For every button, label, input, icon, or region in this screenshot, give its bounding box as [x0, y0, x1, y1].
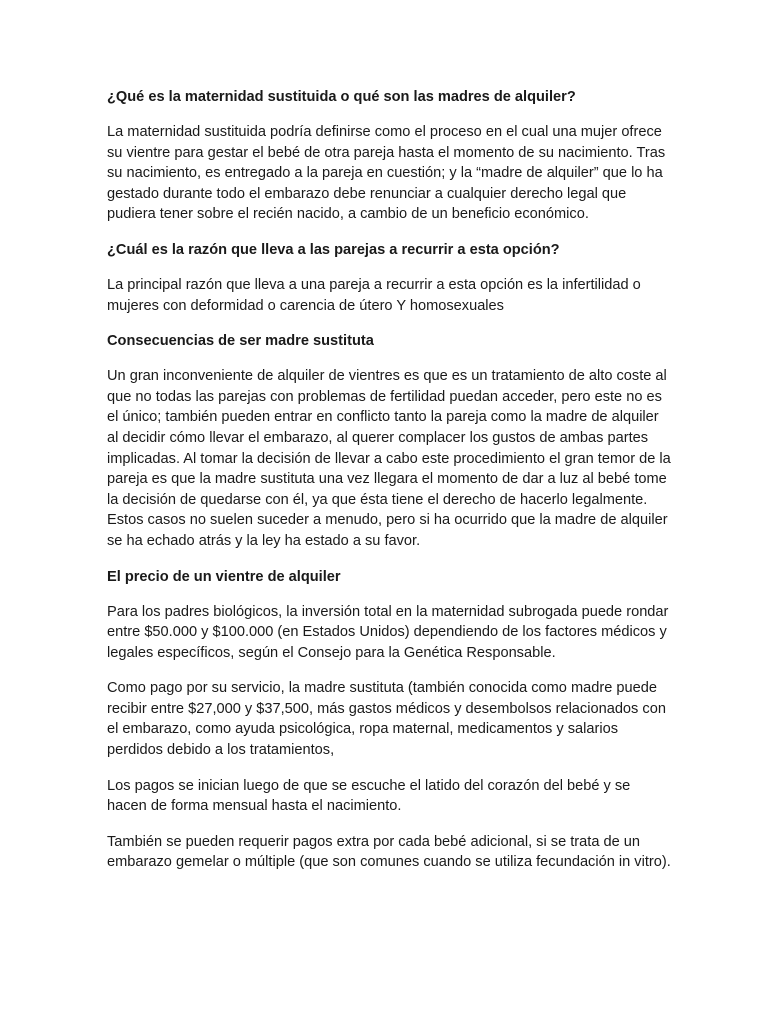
paragraph-reasons: La principal razón que lleva a una pareja a recurrir a esta opción es la infertilidad o mujeres con deformidad o carencia de útero Y homosexuales: [107, 276, 641, 314]
paragraph-price-investment: Para los padres biológicos, la inversión total en la maternidad subrogada puede rondar entre $50.000 y $100.000 (en Estados Unidos) dependiendo de los factores médicos y legales específicos, según el Consejo para la Genética Responsable.: [107, 603, 669, 661]
section-heading-surrogacy-definition: ¿Qué es la maternidad sustituida o qué son las madres de alquiler?: [107, 89, 576, 105]
section-heading-price: El precio de un vientre de alquiler: [107, 568, 341, 585]
paragraph-consequences: Un gran inconveniente de alquiler de vientres es que es un tratamiento de alto coste al que no todas las parejas con problemas de fertilidad puedan acceder, pero este no es el único; también pueden entrar en conflicto tanto la pareja como la madre de alquiler al decidir cómo llevar el embarazo, al querer complacer los gustos de ambas partes implicadas. Al tomar la decisión de llevar a cabo este procedimiento el gran temor de la pareja es que la madre sustituta una vez llegara el momento de dar a luz al bebé tome la decisión de quedarse con él, ya que ésta tiene el derecho de hacerlo legalmente. Estos casos no suelen suceder a menudo, pero si ha ocurrido que la madre de alquiler se ha echado atrás y la ley ha estado a su favor.: [107, 368, 671, 549]
section-heading-reasons: ¿Cuál es la razón que lleva a las parejas a recurrir a esta opción?: [107, 241, 560, 258]
paragraph-price-extra: También se pueden requerir pagos extra por cada bebé adicional, si se trata de un embarazo gemelar o múltiple (que son comunes cuando se utiliza fecundación in vitro).: [107, 833, 671, 871]
section-heading-consequences: Consecuencias de ser madre sustituta: [107, 333, 374, 350]
paragraph-price-schedule: Los pagos se inician luego de que se escuche el latido del corazón del bebé y se hacen de forma mensual hasta el nacimiento.: [107, 777, 631, 815]
paragraph-surrogacy-definition: La maternidad sustituida podría definirse como el proceso en el cual una mujer ofrece su vientre para gestar el bebé de otra pareja hasta el momento de su nacimiento. Tras su nacimiento, es entregado a la pareja en cuestión; y la “madre de alquiler” que lo ha gestado durante todo el embarazo debe renunciar a cualquier derecho legal que pudiera tener sobre el recién nacido, a cambio de un beneficio económico.: [107, 124, 666, 223]
document-page: [107, 87, 672, 888]
paragraph-price-payment: Como pago por su servicio, la madre sustituta (también conocida como madre puede recibir entre $27,000 y $37,500, más gastos médicos y desembolsos relacionados con el embarazo, como ayuda psicológica, ropa maternal, medicamentos y salarios perdidos debido a los tratamientos,: [107, 680, 666, 759]
